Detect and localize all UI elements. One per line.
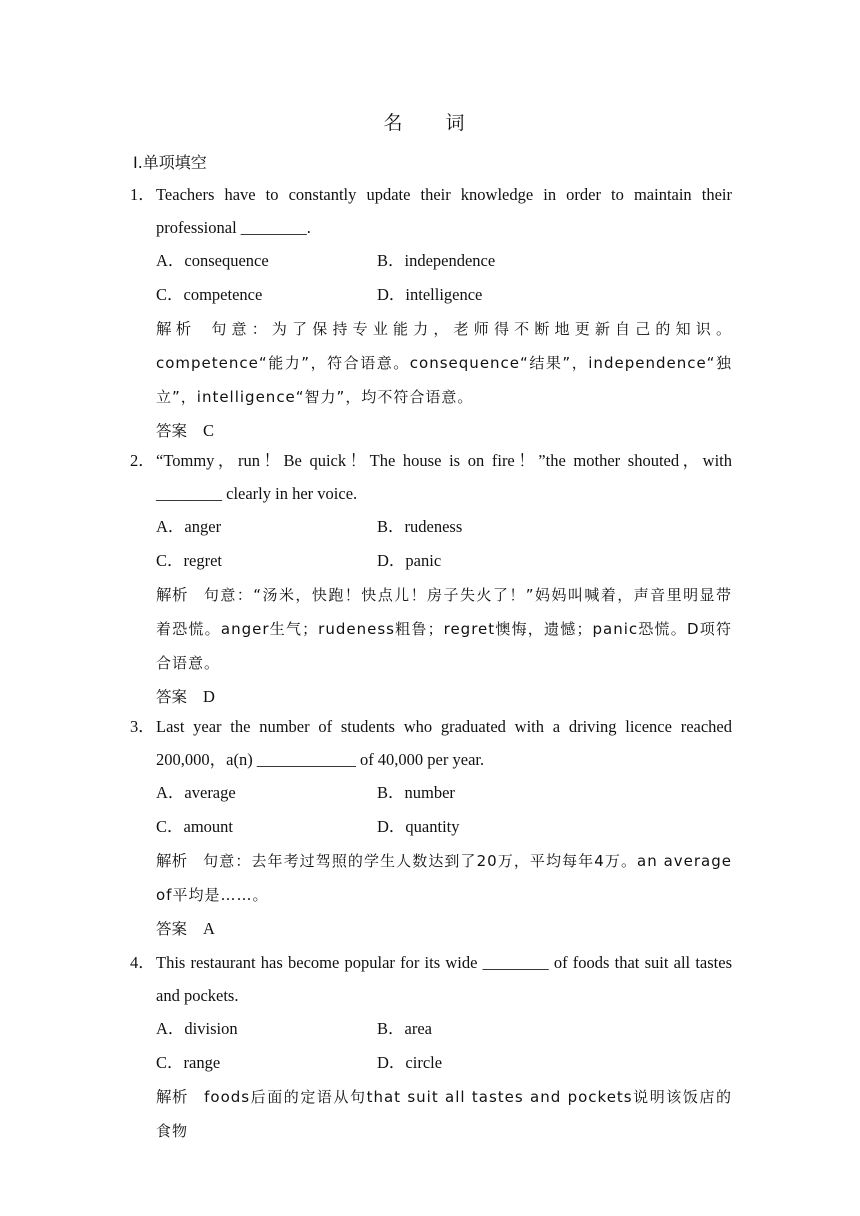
explanation-label: 解析 bbox=[156, 852, 188, 870]
options-row bbox=[156, 544, 732, 578]
option-a: A．consequence bbox=[156, 251, 269, 270]
options-row bbox=[156, 244, 732, 278]
explanation-text: 句意：为了保持专业能力，老师得不断地更新自己的知识。competence“能力”，符合语意。consequence“结果”，independence“独立”，intelligence“智力”，均不符合语意。 bbox=[156, 320, 732, 406]
question-3 bbox=[130, 710, 732, 946]
option-d: D．circle bbox=[377, 1053, 443, 1072]
question-text: Last year the number of students who graduated with a driving licence reached 200,000，a(n) ____________ of 40,000 per year. bbox=[156, 717, 732, 769]
answer-label: 答案 bbox=[156, 688, 188, 706]
question-text: This restaurant has become popular for its wide ________ of foods that suit all tastes and pockets. bbox=[156, 953, 732, 1005]
answer-label: 答案 bbox=[156, 422, 188, 440]
section-heading: Ⅰ.单项填空 bbox=[133, 153, 207, 172]
question-number: 4． bbox=[130, 953, 155, 972]
option-a: A．division bbox=[156, 1019, 238, 1038]
options-row bbox=[156, 810, 732, 844]
answer-value: D bbox=[203, 687, 215, 706]
question-text: Teachers have to constantly update their knowledge in order to maintain their professional ________. bbox=[156, 185, 732, 237]
option-d: D．quantity bbox=[377, 817, 460, 836]
explanation bbox=[156, 844, 732, 912]
options-row bbox=[156, 510, 732, 544]
explanation bbox=[156, 1080, 732, 1148]
answer bbox=[156, 414, 732, 448]
option-a: A．average bbox=[156, 783, 236, 802]
option-b: B．rudeness bbox=[377, 517, 463, 536]
options-row bbox=[156, 278, 732, 312]
question-2 bbox=[130, 444, 732, 714]
answer-label: 答案 bbox=[156, 920, 188, 938]
option-c: C．regret bbox=[156, 551, 222, 570]
options-row bbox=[156, 1046, 732, 1080]
option-b: B．area bbox=[377, 1019, 432, 1038]
option-b: B．number bbox=[377, 783, 455, 802]
explanation-label: 解析 bbox=[156, 586, 188, 604]
answer-value: A bbox=[203, 919, 215, 938]
question-4 bbox=[130, 946, 732, 1148]
explanation-label: 解析 bbox=[156, 320, 196, 338]
question-text: “Tommy，run！Be quick！The house is on fire！”the mother shouted，with ________ clearly in her voice. bbox=[156, 451, 732, 503]
question-1 bbox=[130, 178, 732, 448]
question-number: 2． bbox=[130, 451, 155, 470]
explanation-label: 解析 bbox=[156, 1088, 189, 1106]
answer bbox=[156, 912, 732, 946]
question-number: 1． bbox=[130, 185, 155, 204]
explanation-text: 句意：去年考过驾照的学生人数达到了20万，平均每年4万。an average of平均是……。 bbox=[156, 852, 732, 904]
options-row bbox=[156, 1012, 732, 1046]
option-b: B．independence bbox=[377, 251, 496, 270]
answer bbox=[156, 680, 732, 714]
explanation-text: foods后面的定语从句that suit all tastes and pockets说明该饭店的食物 bbox=[156, 1088, 732, 1140]
option-c: C．amount bbox=[156, 817, 233, 836]
option-c: C．range bbox=[156, 1053, 221, 1072]
explanation bbox=[156, 578, 732, 680]
option-d: D．panic bbox=[377, 551, 442, 570]
option-d: D．intelligence bbox=[377, 285, 483, 304]
options-row bbox=[156, 776, 732, 810]
question-number: 3． bbox=[130, 717, 155, 736]
page-title: 名 词 bbox=[383, 112, 477, 134]
option-c: C．competence bbox=[156, 285, 263, 304]
answer-value: C bbox=[203, 421, 215, 440]
option-a: A．anger bbox=[156, 517, 222, 536]
explanation-text: 句意：“汤米，快跑！快点儿！房子失火了！”妈妈叫喊着，声音里明显带着恐慌。anger生气；rudeness粗鲁；regret懊悔，遗憾；panic恐慌。D项符合语意。 bbox=[156, 586, 732, 672]
explanation bbox=[156, 312, 732, 414]
